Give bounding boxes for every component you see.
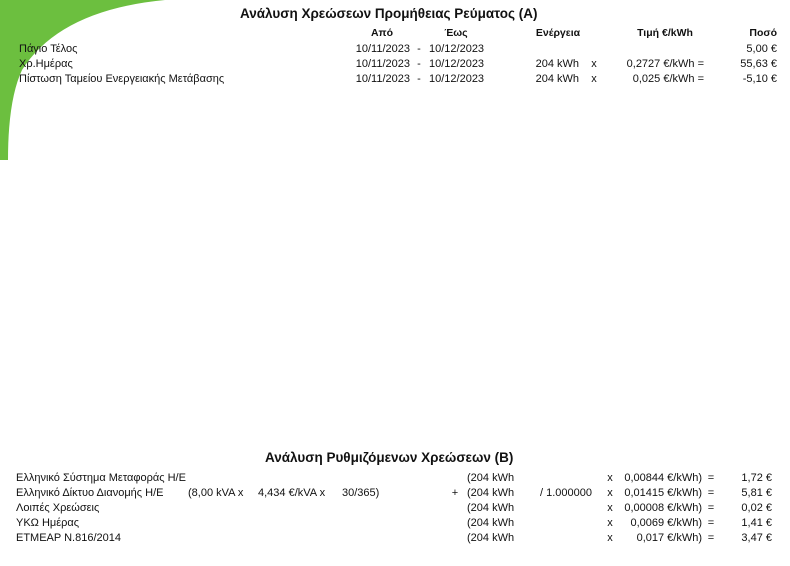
section-b-row-label: ΕΤΜΕΑΡ Ν.816/2014 (16, 532, 121, 544)
section-a-row-to: 10/12/2023 (429, 43, 485, 55)
section-b-row-price: 0,017 €/kWh) (636, 532, 702, 544)
section-a-row-from: 10/11/2023 (355, 73, 410, 85)
section-b-row-amount: 3,47 € (741, 532, 772, 544)
section-b-row-label: ΥΚΩ Ημέρας (16, 517, 80, 529)
header-price: Τιμή €/kWh (637, 27, 693, 39)
section-a-row-energy: 204 kWh (535, 58, 579, 70)
section-b-row-days: 30/365) (342, 487, 380, 499)
section-b-row-amount: 1,72 € (741, 472, 772, 484)
section-b-row-rate: 4,434 €/kVA x (258, 487, 326, 499)
section-b-row-eq: = (707, 472, 715, 484)
section-b-row-div: / 1.000000 (540, 487, 592, 499)
section-b-row-kva: (8,00 kVA x (188, 487, 244, 499)
section-b-row-eq: = (707, 517, 715, 529)
section-b-row-amount: 5,81 € (741, 487, 772, 499)
header-from: Από (370, 27, 394, 39)
section-a-title: Ανάλυση Χρεώσεων Προμήθειας Ρεύματος (Α) (240, 6, 538, 21)
section-b-row-price: 0,00008 €/kWh) (624, 502, 702, 514)
section-a-row-amount: -5,10 € (742, 73, 777, 85)
section-a-row-from: 10/11/2023 (355, 43, 410, 55)
section-b-row-x: x (607, 487, 613, 499)
section-a-row-label: Πίστωση Ταμείου Ενεργειακής Μετάβασης (19, 73, 225, 85)
section-b-row-energy: (204 kWh (467, 517, 515, 529)
section-a-row-label: Χρ.Ημέρας (19, 58, 73, 70)
section-b-row-amount: 0,02 € (741, 502, 772, 514)
section-b-row-plus: + (451, 487, 459, 499)
header-amount: Ποσό (749, 27, 777, 39)
section-b-row-x: x (607, 532, 613, 544)
section-a-row-to: 10/12/2023 (429, 73, 485, 85)
section-b-row-energy: (204 kWh (467, 472, 515, 484)
section-b-row-x: x (607, 517, 613, 529)
section-b-row-energy: (204 kWh (467, 487, 515, 499)
section-a-row-amount: 5,00 € (746, 43, 777, 55)
section-a-row-dash: - (417, 58, 421, 70)
section-a-row-energy: 204 kWh (535, 73, 579, 85)
section-a-row-price: 0,2727 €/kWh = (626, 58, 704, 70)
section-a-row-amount: 55,63 € (740, 58, 777, 70)
section-a-row-from: 10/11/2023 (355, 58, 410, 70)
header-to: Έως (444, 27, 468, 39)
section-a-row-to: 10/12/2023 (429, 58, 485, 70)
section-b-row-label: Ελληνικό Σύστημα Μεταφοράς Η/Ε (16, 472, 186, 484)
header-energy: Ενέργεια (535, 27, 581, 39)
section-b-row-eq: = (707, 487, 715, 499)
section-a-row-label: Πάγιο Τέλος (19, 43, 78, 55)
section-a-row-x: x (591, 73, 597, 85)
section-b-row-label: Λοιπές Χρεώσεις (16, 502, 100, 514)
section-b-row-amount: 1,41 € (741, 517, 772, 529)
section-b-title: Ανάλυση Ρυθμιζόμενων Χρεώσεων (Β) (265, 450, 514, 465)
section-b-row-price: 0,00844 €/kWh) (624, 472, 702, 484)
section-b-row-label: Ελληνικό Δίκτυο Διανομής Η/Ε (16, 487, 164, 499)
section-b-row-energy: (204 kWh (467, 532, 515, 544)
section-b-row-eq: = (707, 532, 715, 544)
section-b-row-price: 0,01415 €/kWh) (624, 487, 702, 499)
section-a-row-dash: - (417, 73, 421, 85)
section-b-row-x: x (607, 502, 613, 514)
section-b-row-x: x (607, 472, 613, 484)
section-a-row-x: x (591, 58, 597, 70)
section-b-row-price: 0,0069 €/kWh) (630, 517, 702, 529)
section-a-row-price: 0,025 €/kWh = (632, 73, 704, 85)
section-b-row-energy: (204 kWh (467, 502, 515, 514)
section-a-row-dash: - (417, 43, 421, 55)
section-b-row-eq: = (707, 502, 715, 514)
